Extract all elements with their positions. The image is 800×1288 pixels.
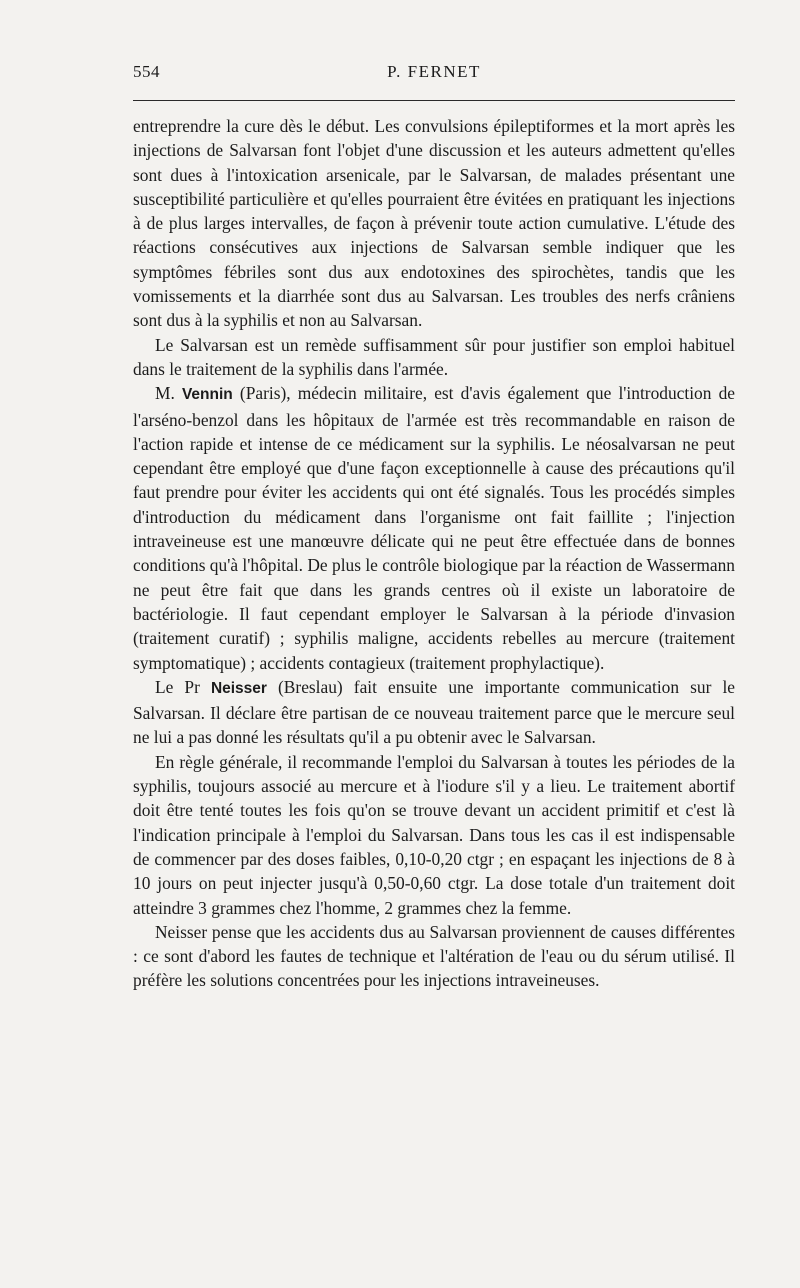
paragraph-neisser <box>133 675 735 750</box>
paragraph-text: Le Salvarsan est un remède suffisamment sûr pour justifier son emploi habituel dans le traitement de la syphilis dans l'armée. <box>133 334 735 379</box>
paragraph-continued <box>133 114 735 333</box>
body-text <box>133 114 735 993</box>
paragraph-text: (Breslau) fait ensuite une importante communication sur le Salvarsan. Il déclare être partisan de ce nouveau traitement parce que le mercure seul ne lui a pas donné les résultats qu'il a pu obtenir avec le Salvarsan. <box>133 676 735 748</box>
running-title: P. FERNET <box>387 62 481 81</box>
paragraph-text: (Paris), médecin militaire, est d'avis également que l'introduction de l'arséno-benzol dans les hôpitaux de l'armée est très recommandable en raison de l'action rapide et intense de ce médicament sur la syphilis. Le néosalvarsan ne peut cependant être employé que d'une façon exceptionnelle à cause des précautions qu'il faut prendre pour éviter les accidents qui ont été signalés. Tous les procédés simples d'introduction du médicament dans l'organisme ont fait faillite ; l'injection intraveineuse est une manœuvre délicate qui ne peut être effectuée dans de bonnes conditions qu'à l'hôpital. De plus le contrôle biologique par la réaction de Wassermann ne peut être fait que dans les grands centres où il existe un laboratoire de bactériologie. Il faut cependant employer le Salvarsan à la période d'invasion (traitement curatif) ; syphilis maligne, accidents rebelles au mercure (traitement symptomatique) ; accidents contagieux (traitement prophylactique). <box>133 383 735 673</box>
paragraph-text: Neisser pense que les accidents dus au Salvarsan proviennent de causes différentes : ce sont d'abord les fautes de technique et l'altération de l'eau ou du sérum utilisé. Il préfère les solutions concentrées pour les injections intraveineuses. <box>133 921 735 991</box>
header-rule <box>133 100 735 101</box>
paragraph <box>133 920 735 993</box>
paragraph-vennin <box>133 381 735 675</box>
speaker-name: Neisser <box>210 679 267 697</box>
paragraph <box>133 750 735 920</box>
paragraph <box>133 333 735 382</box>
page-number: 554 <box>133 62 160 81</box>
page-header <box>133 62 735 88</box>
paragraph-prefix: M. <box>155 383 182 404</box>
paragraph-text: En règle générale, il recommande l'emploi du Salvarsan à toutes les périodes de la syphilis, toujours associé au mercure et à l'iodure s'il y a lieu. Le traitement abortif doit être tenté toutes les fois qu'on se trouve devant un accident primitif et c'est là l'indication principale à l'emploi du Salvarsan. Dans tous les cas il est indispensable de commencer par des doses faibles, 0,10-0,20 ctgr ; en espaçant les injections de 8 à 10 jours on peut injecter jusqu'à 0,50-0,60 ctgr. La dose totale d'un traitement doit atteindre 3 grammes chez l'homme, 2 grammes chez la femme. <box>133 751 735 918</box>
paragraph-prefix: Le Pr <box>155 676 211 697</box>
paragraph-text: entreprendre la cure dès le début. Les convulsions épileptiformes et la mort après les injections de Salvarsan font l'objet d'une discussion et les auteurs admettent qu'elles sont dues à l'intoxication arsenicale, par le Salvarsan, de malades présentant une susceptibilité particulière et qu'elles pourraient être évitées en pratiquant les injections à de plus larges intervalles, de façon à prévenir toute action cumulative. L'étude des réactions consécutives aux injections de Salvarsan semble indiquer que les symptômes fébriles sont dus aux endotoxines des spirochètes, tandis que les vomissements et la diarrhée sont dus au Salvarsan. Les troubles des nerfs crâniens sont dus à la syphilis et non au Salvarsan. <box>133 116 735 331</box>
speaker-name: Vennin <box>181 386 233 404</box>
